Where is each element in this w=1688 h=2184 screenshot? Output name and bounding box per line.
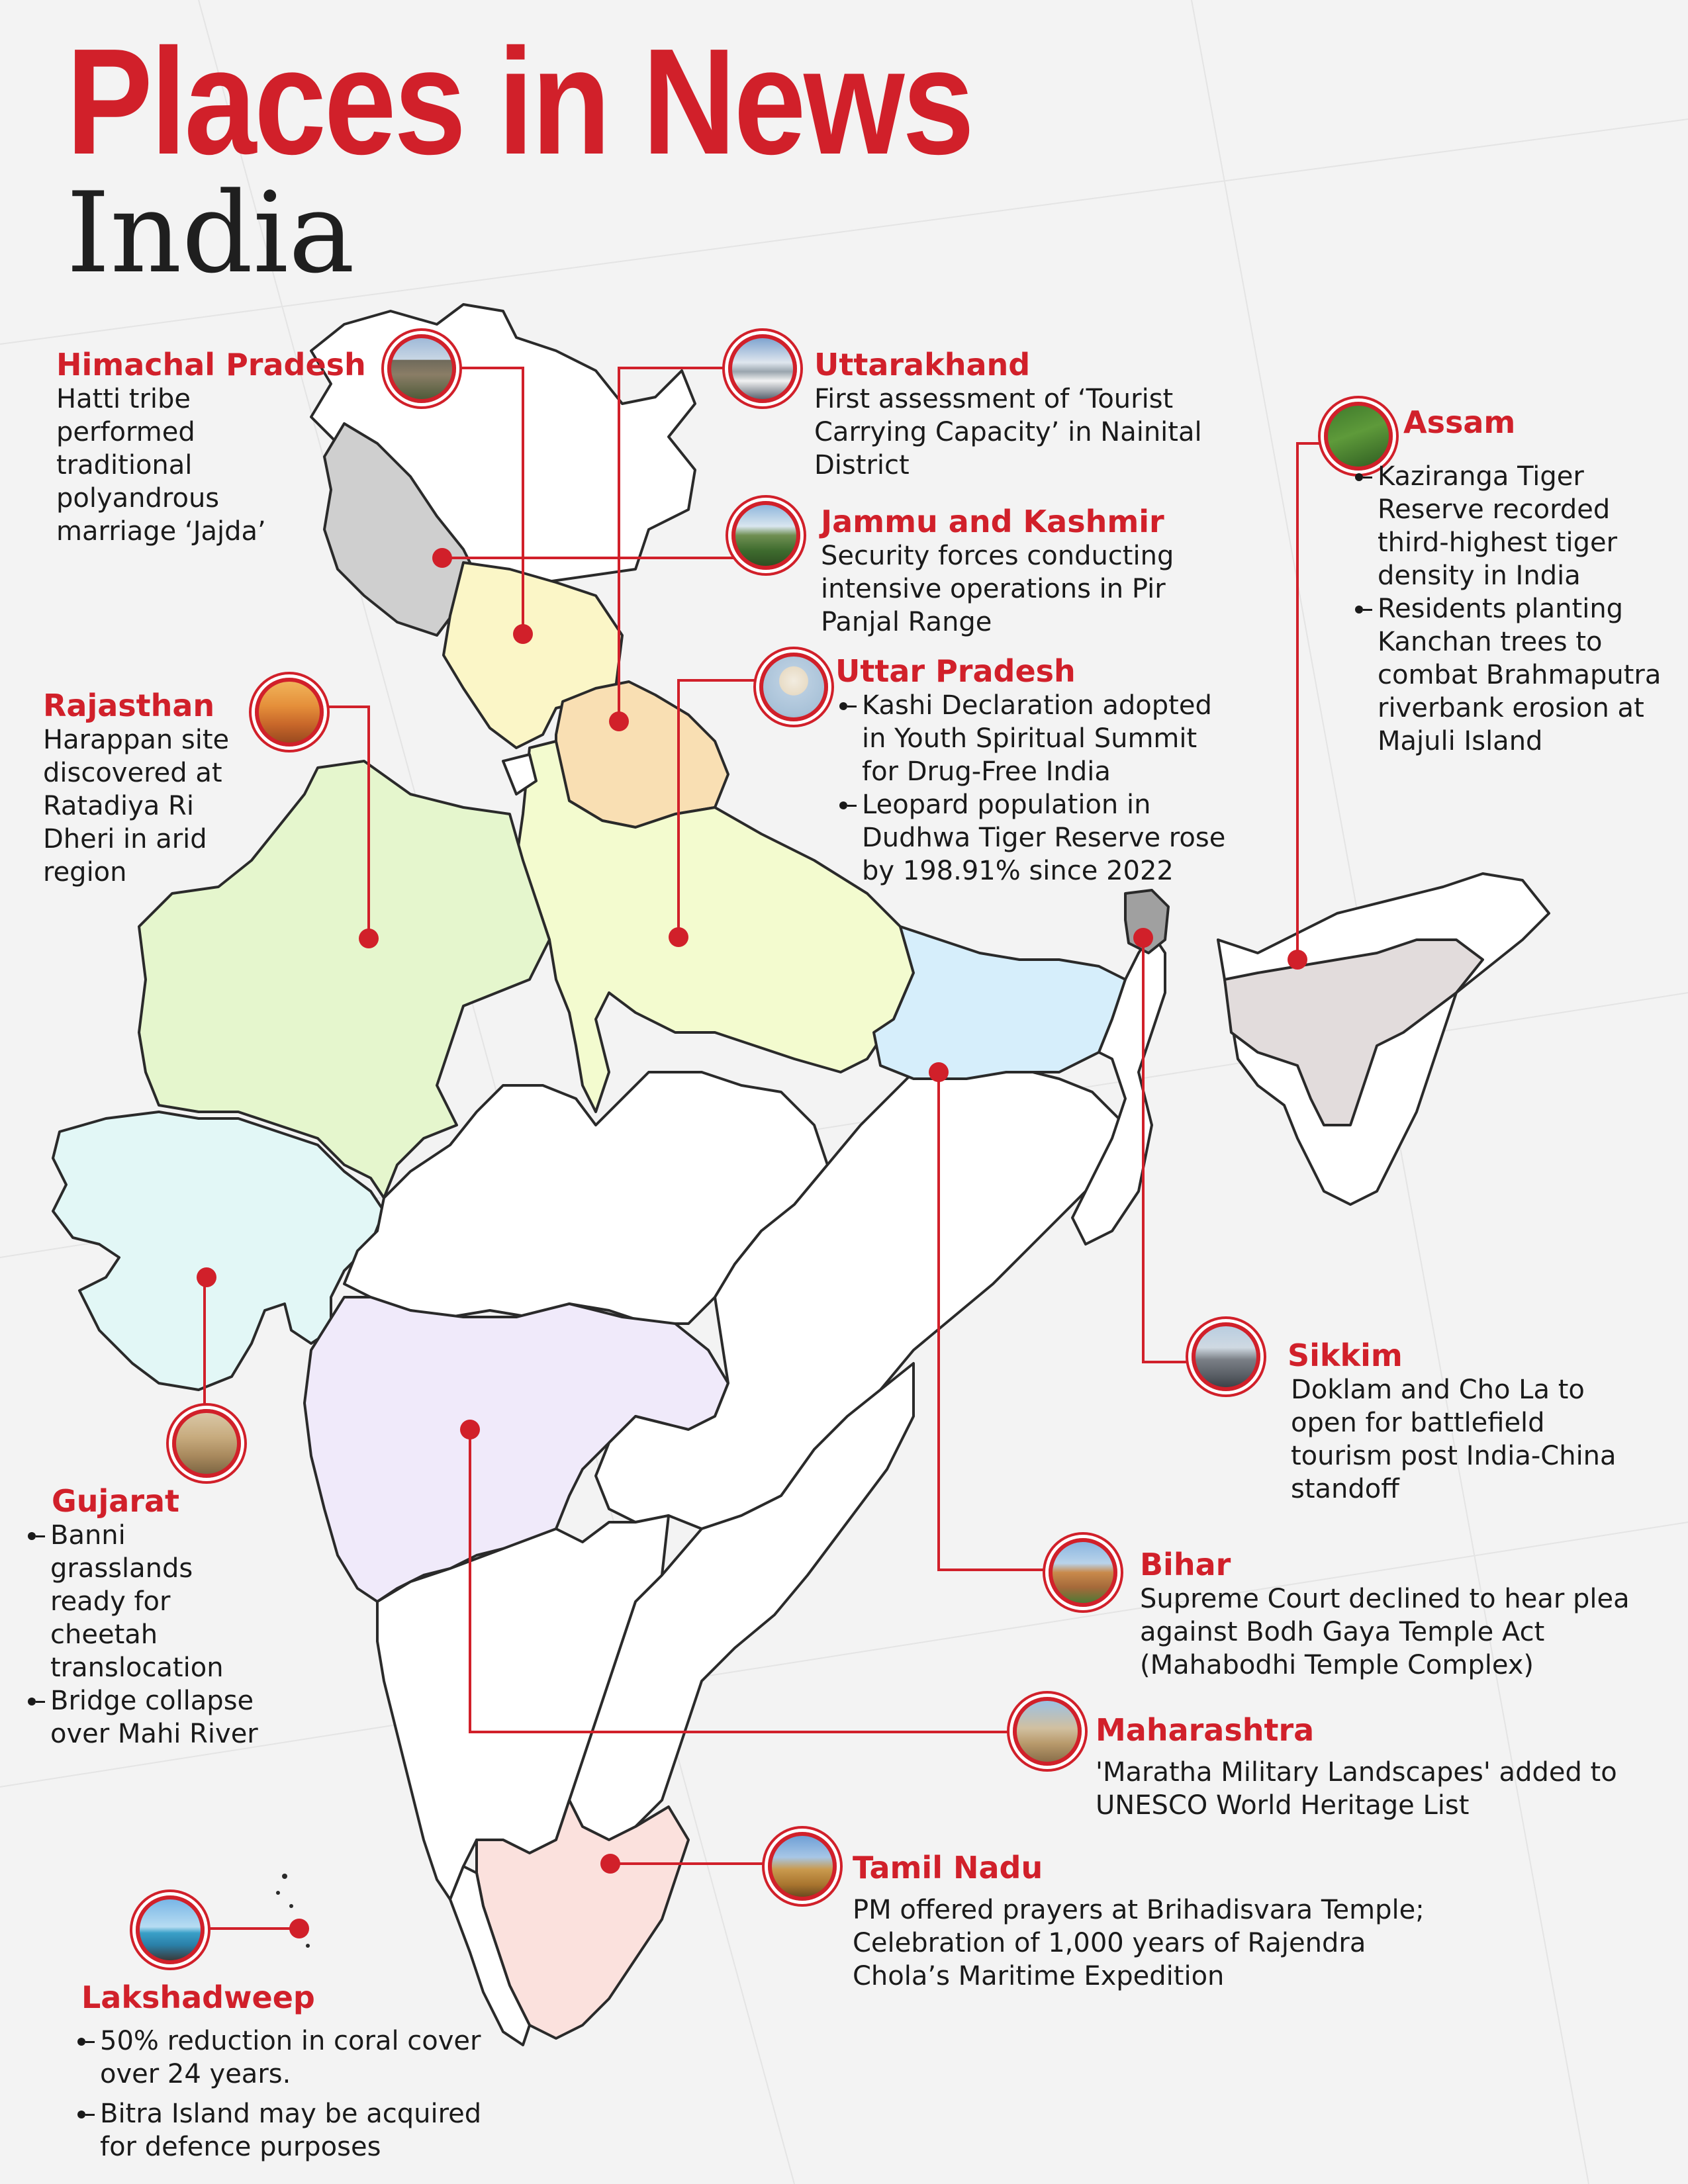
callout-uttarakhand [814,347,1244,482]
callout-title: Uttarakhand [814,347,1031,383]
temple-tower-photo-icon [768,1832,837,1901]
pin-rajasthan [359,929,379,948]
bihar-region [874,927,1125,1079]
page-title: Places in News [66,18,972,186]
list-item: Banni grasslands ready for cheetah translocation [26,1519,275,1684]
callout-gujarat [26,1484,305,1751]
callout-title: Bihar [1140,1547,1231,1582]
monument-photo-icon [172,1409,241,1478]
callout-text: First assessment of ‘Tourist Carrying Capacity’ in Nainital District [814,383,1202,480]
callout-title: Jammu and Kashmir [821,504,1164,539]
beach-photo-icon [136,1895,205,1964]
callout-title: Sikkim [1288,1338,1403,1373]
pin-maharashtra [460,1420,480,1439]
callout-title: Gujarat [52,1483,180,1519]
list-item: Kaziranga Tiger Reserve recorded third-highest tiger density in India [1354,460,1665,592]
list-item: Kashi Declaration adopted in Youth Spiritual Summit for Drug-Free India [838,689,1233,788]
pin-sikkim [1133,928,1153,948]
valley-photo-icon [731,501,800,570]
gateway-photo-icon [1013,1697,1082,1766]
callout-jammu-and-kashmir [821,504,1231,639]
callout-bihar [1140,1547,1656,1682]
list-item: Residents planting Kanchan trees to combat Brahmaputra riverbank erosion at Majuli Island [1354,592,1665,758]
pin-uttarakhand [609,711,629,731]
callout-title: Tamil Nadu [853,1850,1043,1886]
uttarakhand-region [556,682,728,827]
callout-maharashtra [1096,1713,1625,1822]
callout-text: PM offered prayers at Brihadisvara Temple; Celebration of 1,000 years of Rajendra Chola’s Maritime Expedition [853,1894,1425,1991]
callout-text: Security forces conducting intensive operations in Pir Panjal Range [821,540,1174,637]
callout-title: Lakshadweep [81,1979,315,2015]
list-item: Leopard population in Dudhwa Tiger Reserve rose by 198.91% since 2022 [838,788,1233,887]
callout-title: Maharashtra [1096,1712,1315,1748]
callout-text: Harappan site discovered at Ratadiya Ri Dheri in arid region [43,724,230,887]
list-item: Bridge collapse over Mahi River [26,1684,305,1751]
callout-title: Himachal Pradesh [56,347,366,383]
palace-photo-icon [255,678,324,747]
temple-photo-icon [1049,1538,1117,1607]
callout-uttar-pradesh [835,654,1233,887]
callout-title: Uttar Pradesh [835,653,1076,689]
snow-peak-photo-icon [728,334,797,403]
callout-tamil-nadu [853,1850,1448,1993]
list-item: 50% reduction in coral cover over 24 years. [76,2025,510,2091]
callout-assam [1354,405,1665,758]
callout-title: Rajasthan [43,688,215,723]
list-item: Bitra Island may be acquired for defence purposes [76,2097,510,2163]
callout-title: Assam [1403,404,1516,440]
callout-rajasthan [43,688,261,889]
pin-assam [1288,950,1307,970]
callout-sikkim [1288,1338,1622,1506]
pin-bihar [929,1062,949,1082]
callout-text: 'Maratha Military Landscapes' added to UNESCO World Heritage List [1096,1756,1617,1821]
pin-gujarat [197,1267,216,1287]
taj-mahal-photo-icon [759,653,828,721]
callout-text: Doklam and Cho La to open for battlefield tourism post India-China standoff [1291,1374,1617,1504]
callout-himachal-pradesh [56,347,387,548]
pin-himachal [432,548,452,568]
callout-lakshadweep [76,1980,526,2163]
pin-uttarakhand-region [513,624,533,644]
pin-uttar-pradesh [669,927,688,947]
callout-text: Hatti tribe performed traditional polyandrous marriage ‘Jajda’ [56,383,266,547]
mountain-village-photo-icon [387,334,456,403]
pin-lakshadweep [289,1919,309,1938]
page-subtitle: India [66,168,355,298]
town-photo-icon [1192,1322,1260,1391]
pin-tamil-nadu [600,1854,620,1874]
callout-text: Supreme Court declined to hear plea against Bodh Gaya Temple Act (Mahabodhi Temple Complex) [1140,1583,1630,1680]
